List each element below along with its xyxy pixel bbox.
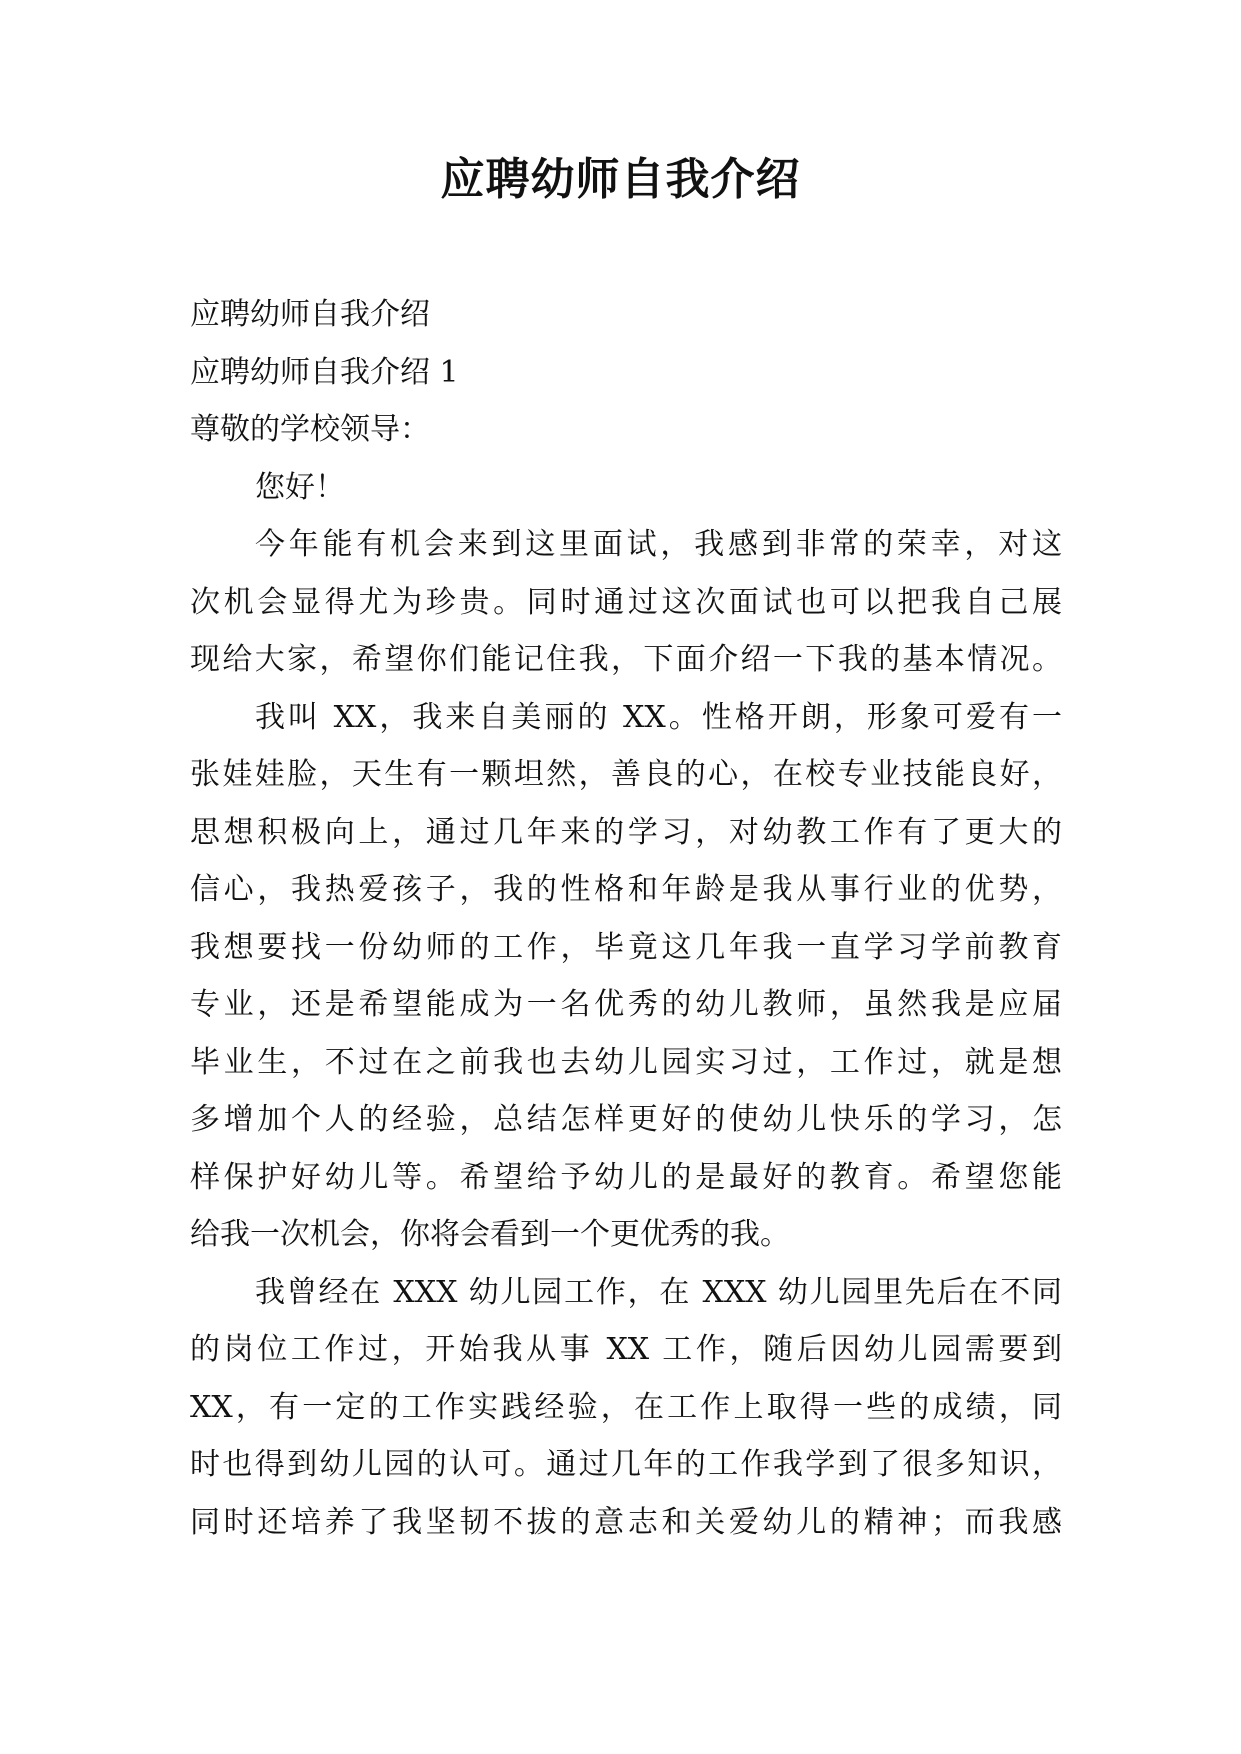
paragraph-line: 张娃娃脸，天生有一颗坦然，善良的心，在校专业技能良好， xyxy=(190,757,1062,792)
paragraph-line: 我想要找一份幼师的工作，毕竟这几年我一直学习学前教育 xyxy=(190,929,1062,965)
paragraph-line: 毕业生，不过在之前我也去幼儿园实习过，工作过，就是想 xyxy=(190,1044,1062,1080)
heading-line: 应聘幼师自我介绍 xyxy=(190,297,430,332)
paragraph-line: 现给大家，希望你们能记住我，下面介绍一下我的基本情况。 xyxy=(190,642,1062,677)
paragraph-line: XX，有一定的工作实践经验，在工作上取得一些的成绩，同 xyxy=(190,1389,1062,1425)
paragraph-line: 专业，还是希望能成为一名优秀的幼儿教师，虽然我是应届 xyxy=(190,987,1062,1022)
paragraph-line: 我叫 XX，我来自美丽的 XX。性格开朗，形象可爱有一 xyxy=(255,699,1062,735)
paragraph-line: 信心，我热爱孩子，我的性格和年龄是我从事行业的优势， xyxy=(190,872,1062,907)
paragraph-line: 我曾经在 XXX 幼儿园工作，在 XXX 幼儿园里先后在不同 xyxy=(255,1274,1062,1310)
paragraph-line: 样保护好幼儿等。希望给予幼儿的是最好的教育。希望您能 xyxy=(190,1159,1062,1195)
salutation-line: 尊敬的学校领导： xyxy=(190,412,430,447)
paragraph-line: 次机会显得尤为珍贵。同时通过这次面试也可以把我自己展 xyxy=(190,584,1062,620)
paragraph-line: 的岗位工作过，开始我从事 XX 工作，随后因幼儿园需要到 xyxy=(190,1332,1062,1367)
paragraph-line: 同时还培养了我坚韧不拔的意志和关爱幼儿的精神；而我感 xyxy=(190,1504,1062,1540)
paragraph-line: 多增加个人的经验，总结怎样更好的使幼儿快乐的学习，怎 xyxy=(190,1102,1062,1137)
paragraph-line: 时也得到幼儿园的认可。通过几年的工作我学到了很多知识， xyxy=(190,1447,1062,1482)
greeting-line: 您好！ xyxy=(255,469,345,505)
paragraph-line: 今年能有机会来到这里面试，我感到非常的荣幸，对这 xyxy=(255,527,1062,562)
document-body xyxy=(190,286,1062,1551)
document-title: 应聘幼师自我介绍 xyxy=(440,154,801,205)
subheading-line: 应聘幼师自我介绍 1 xyxy=(190,354,459,390)
paragraph-line: 思想积极向上，通过几年来的学习，对幼教工作有了更大的 xyxy=(190,814,1062,850)
paragraph-line: 给我一次机会，你将会看到一个更优秀的我。 xyxy=(190,1217,790,1252)
